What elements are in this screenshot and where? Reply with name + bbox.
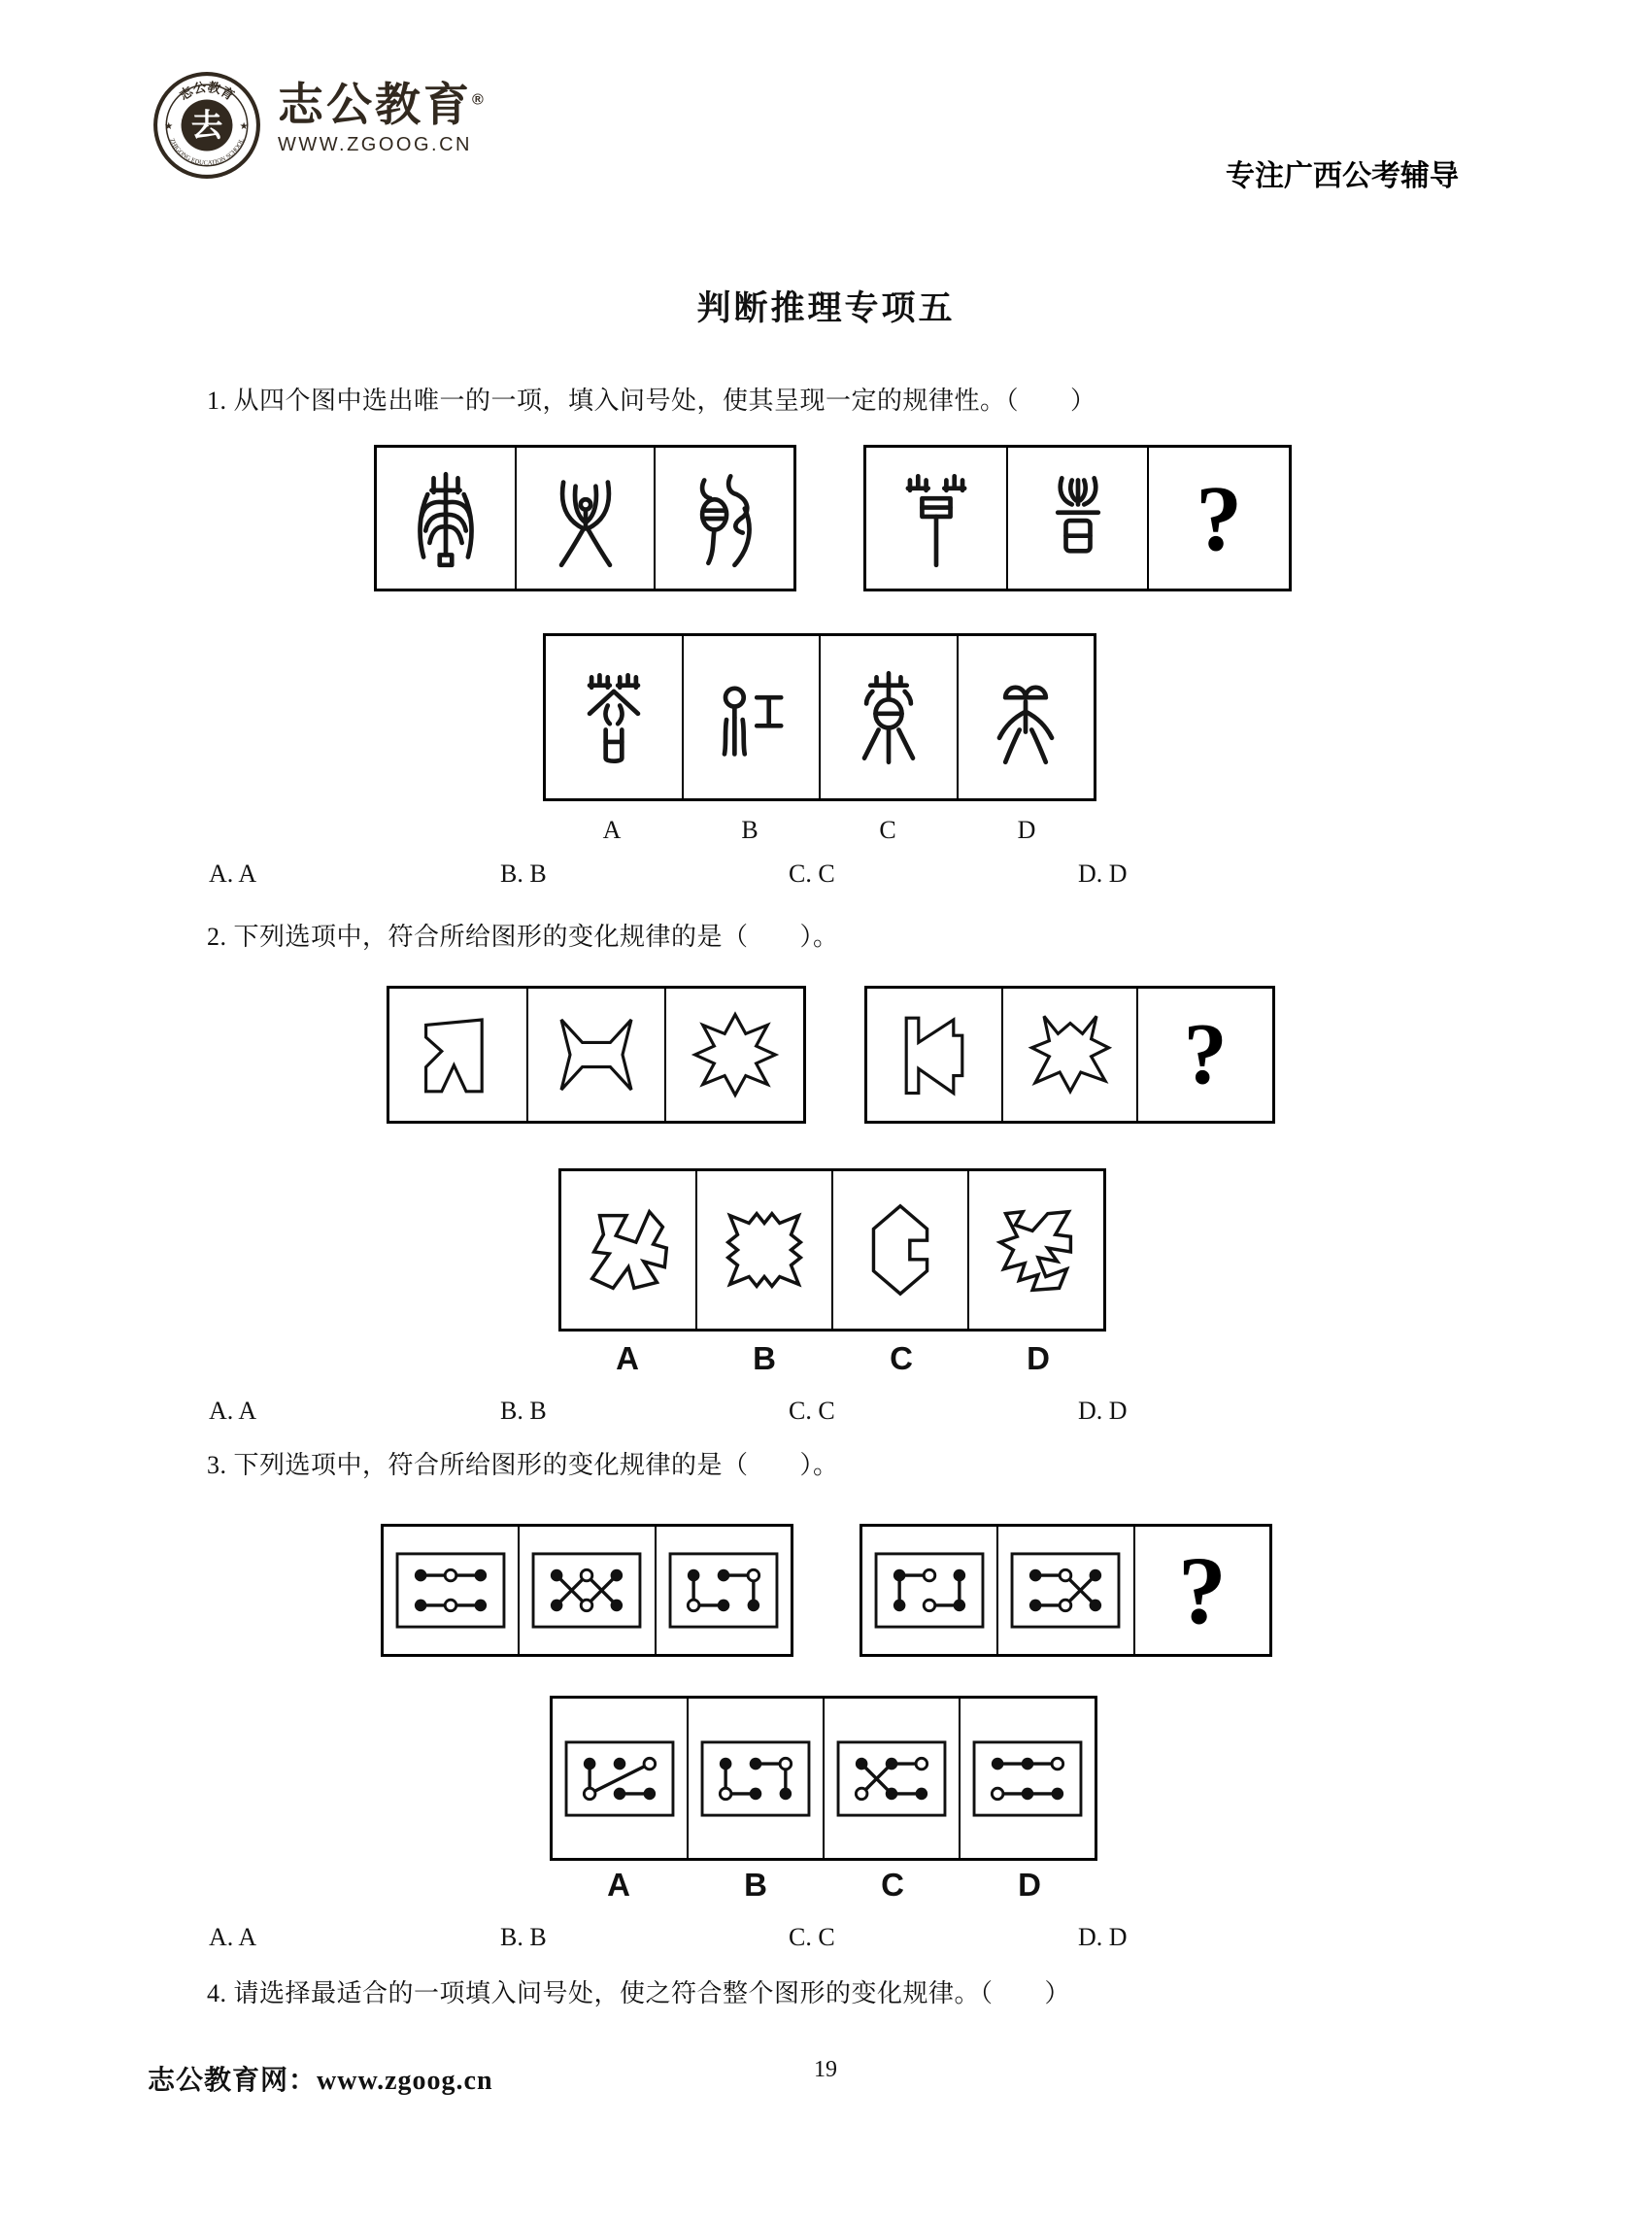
notched-banner-shape [405,1002,510,1107]
q1-option-c: C. C [789,860,835,888]
question-mark: ? [1177,1535,1227,1644]
q3-seq-right-cell-1 [862,1527,996,1654]
footer-page-number: 19 [814,2057,837,2082]
dot-diagram-option-c [835,1739,948,1818]
seal-char-hei [975,651,1076,785]
q3-option-b: B. B [500,1923,547,1951]
q1-option-b: B. B [500,860,547,888]
q3-label-b: B [744,1867,767,1903]
seal-glyph-sprouts [1028,456,1129,581]
q1-option-a-figure [546,636,682,798]
seal-star-left-icon: ★ [164,121,174,133]
q2-label-b: B [753,1340,776,1376]
header-slogan: 专注广西公考辅导 [1226,160,1459,192]
q1-option-b-figure [682,636,820,798]
q2-option-b: B. B [500,1397,547,1425]
seal-bottom-text: ZHIGONG EDUCATION SCHOOL [168,137,246,167]
q2-label-a: A [616,1340,639,1376]
logo-seal [152,70,262,185]
brand-block [278,79,487,156]
seal-star-right-icon: ★ [239,121,249,133]
q3-label-a: A [607,1867,630,1903]
question-3-text: 3. 下列选项中，符合所给图形的变化规律的是（ ）。 [207,1451,839,1479]
q3-option-d-figure [959,1699,1095,1858]
footer-site: 志公教育网：www.zgoog.cn [148,2066,493,2096]
dot-diagram-cross-right [1009,1551,1122,1630]
q3-seq-left-cell-3 [655,1527,791,1654]
q1-option-d: D. D [1078,860,1128,888]
q2-option-a-figure [561,1171,695,1329]
q1-sequence-left-box [374,445,796,591]
q2-seq-right-cell-1 [867,989,1001,1121]
q1-seq-right-cell-1 [866,448,1006,589]
q2-option-b-figure [695,1171,831,1329]
q1-sequence-right-box [863,445,1292,591]
q2-label-c: C [890,1340,913,1376]
q2-answers-box [558,1168,1106,1332]
q2-seq-left-cell-2 [526,989,665,1121]
q3-seq-left-cell-1 [384,1527,518,1654]
brand-website: WWW.ZGOOG.CN [278,134,472,155]
q1-label-c: C [879,816,896,844]
q3-answers-box [550,1696,1097,1861]
q2-sequence-right-box [864,986,1275,1124]
speaker-bar-shape [882,1002,987,1107]
q2-option-c: C. C [789,1397,835,1425]
zigzag-square-star-shape [707,1193,822,1307]
q1-seq-left-cell-3 [654,448,793,589]
q3-sequence-right-box [860,1524,1272,1657]
q1-seq-left-cell-2 [515,448,655,589]
seal-glyph-1 [395,456,496,581]
pinwheel-shape [571,1193,686,1307]
seal-center-char: 去 [190,108,223,144]
seal-char-hong [700,651,801,785]
seal-glyph-grass [886,456,987,581]
q1-label-a: A [602,816,622,844]
page-title: 判断推理专项五 [696,289,956,327]
q3-option-c-figure [823,1699,959,1858]
q3-seq-left-cell-2 [518,1527,654,1654]
jagged-cross-shape [683,1002,788,1107]
dot-diagram-option-d [971,1739,1084,1818]
seal-top-text: 志公教育 [177,79,237,104]
q2-option-c-figure [831,1171,967,1329]
q1-seq-left-cell-1 [377,448,515,589]
q2-seq-right-cell-2 [1001,989,1137,1121]
registered-mark: ® [472,91,487,109]
seal-glyph-2 [535,456,636,581]
q3-option-b-figure [687,1699,823,1858]
q3-option-d: D. D [1078,1923,1128,1951]
q3-sequence-left-box [381,1524,793,1657]
q3-label-c: C [881,1867,904,1903]
q3-label-d: D [1018,1867,1041,1903]
question-4-text: 4. 请选择最适合的一项填入问号处，使之符合整个图形的变化规律。（ ） [207,1979,1071,2007]
dot-diagram-option-b [699,1739,812,1818]
q2-sequence-left-box [387,986,806,1124]
q2-question-mark-cell [1136,989,1272,1121]
q1-answers-box [543,633,1096,801]
dot-diagram-corner-hooks [667,1551,780,1630]
q2-label-d: D [1027,1340,1050,1376]
dot-diagram-option-a [563,1739,676,1818]
q3-option-c: C. C [789,1923,835,1951]
q2-seq-left-cell-1 [389,989,526,1121]
interlocking-arrows-shape [979,1193,1094,1307]
q1-option-a: A. A [209,860,257,888]
question-2-text: 2. 下列选项中，符合所给图形的变化规律的是（ ）。 [207,923,839,951]
q2-option-d-figure [967,1171,1103,1329]
bowtie-shape [544,1002,649,1107]
seal-char-cang [563,651,664,785]
question-mark: ? [1196,465,1243,570]
q3-option-a: A. A [209,1923,257,1951]
q2-seq-left-cell-3 [664,989,803,1121]
q2-option-a: A. A [209,1397,257,1425]
brand-name: 志公教育® [278,79,487,130]
q3-seq-right-cell-2 [996,1527,1132,1654]
dot-diagram-double-cross [530,1551,643,1630]
q1-label-d: D [1017,816,1036,844]
q3-question-mark-cell [1133,1527,1269,1654]
question-mark: ? [1183,1006,1228,1102]
question-1-text: 1. 从四个图中选出唯一的一项，填入问号处，使其呈现一定的规律性。（ ） [207,387,1096,415]
q2-option-d: D. D [1078,1397,1128,1425]
notched-hexagon-shape [843,1193,958,1307]
q1-option-c-figure [819,636,957,798]
seal-glyph-3 [674,456,775,581]
seal-char-huang [838,651,939,785]
q1-option-d-figure [957,636,1095,798]
q1-question-mark-cell [1147,448,1289,589]
jagged-x-star-shape [1018,1002,1123,1107]
q1-label-b: B [741,816,759,844]
q1-seq-right-cell-2 [1006,448,1148,589]
dot-diagram-corners [873,1551,986,1630]
q3-option-a-figure [553,1699,687,1858]
dot-diagram-two-rows [394,1551,507,1630]
